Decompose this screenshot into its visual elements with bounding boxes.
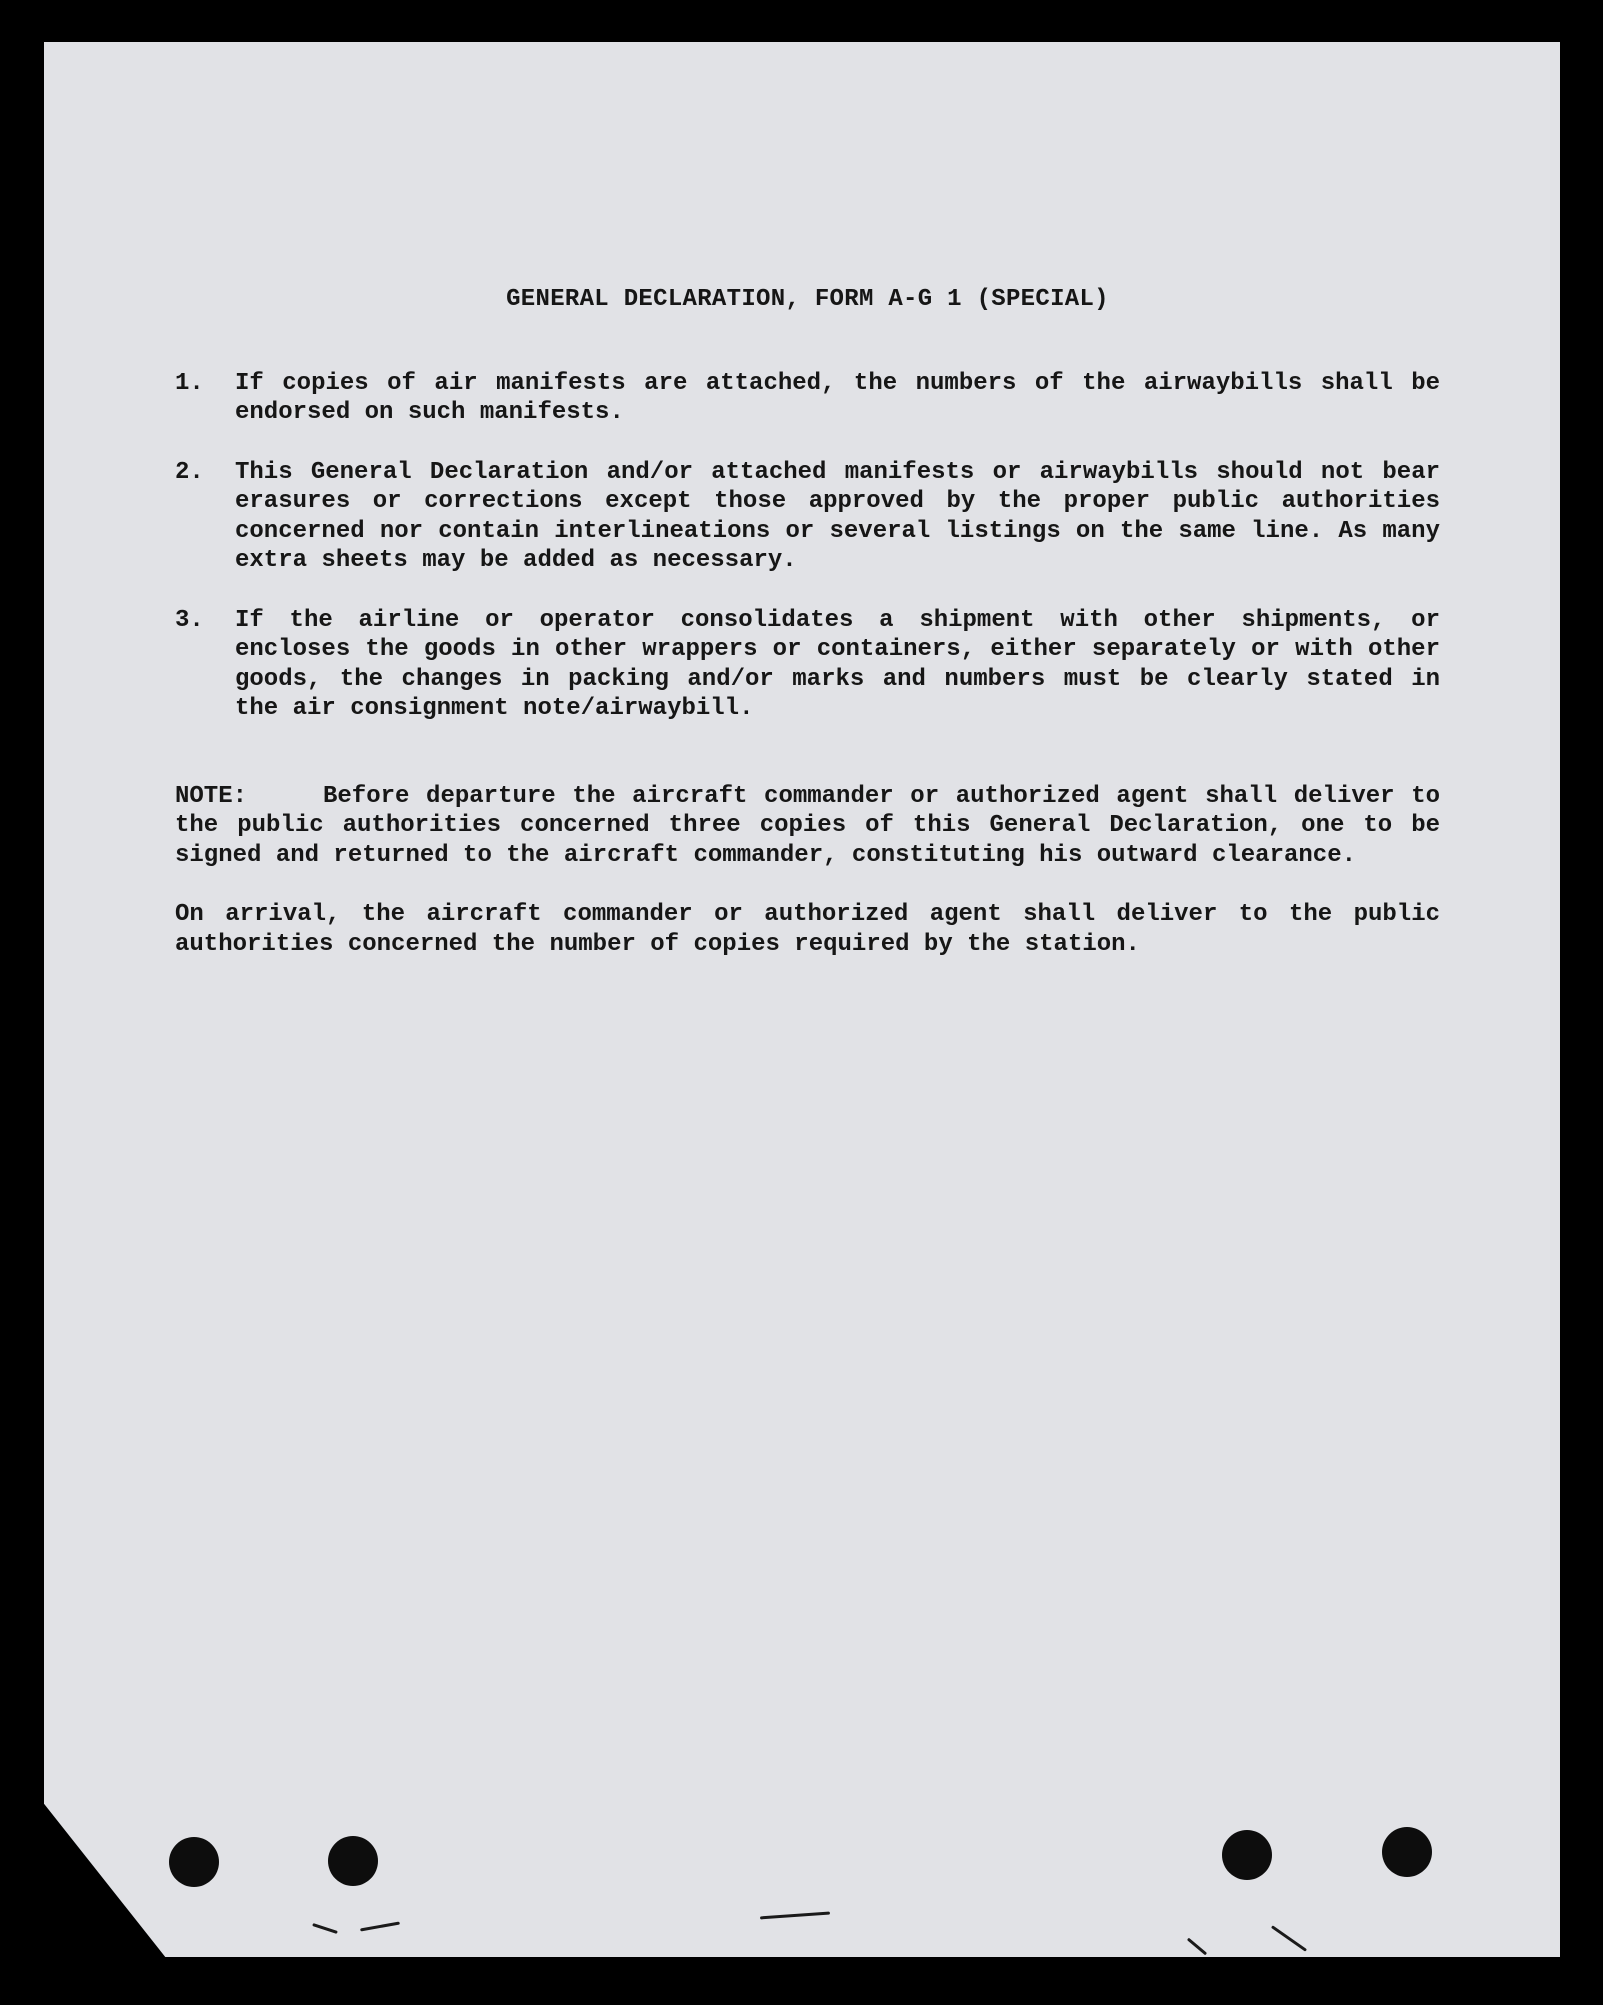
punch-hole-left-1 [169,1837,219,1887]
document-body [175,285,1440,959]
instruction-item-2 [175,458,1440,576]
arrival-paragraph: On arrival, the aircraft commander or authorized agent shall deliver to the public authorities concerned the number of copies required by the station. [175,901,1440,958]
item-number: 3. [175,606,204,634]
note-label: NOTE: [175,782,248,810]
instruction-item-1 [175,369,1440,428]
punch-hole-right-2 [1382,1827,1432,1877]
item-text: This General Declaration and/or attached manifests or airwaybills should not bear erasures or corrections except those approved by the proper public authorities concerned nor contain interlineations or several listings on the same line. As many extra sheets may be added as necessary. [235,458,1440,574]
punch-hole-right-1 [1222,1830,1272,1880]
item-number: 1. [175,369,204,397]
item-text: If copies of air manifests are attached, the numbers of the airwaybills shall be endorsed on such manifests. [235,369,1440,426]
item-text: If the airline or operator consolidates a shipment with other shipments, or encloses the goods in other wrappers or containers, either separately or with other goods, the changes in packing and/or marks and numbers must be clearly stated in the air consignment note/airwaybill. [235,606,1440,722]
note-text: Before departure the aircraft commander or authorized agent shall deliver to the public authorities concerned three copies of this General Declaration, one to be signed and returned to the aircraft commander, constituting his outward clearance. [175,782,1440,869]
document-title: GENERAL DECLARATION, FORM A-G 1 (SPECIAL) [506,286,1109,313]
item-number: 2. [175,458,204,486]
instruction-item-3 [175,606,1440,724]
note-paragraph [175,782,1440,871]
punch-hole-left-2 [328,1836,378,1886]
